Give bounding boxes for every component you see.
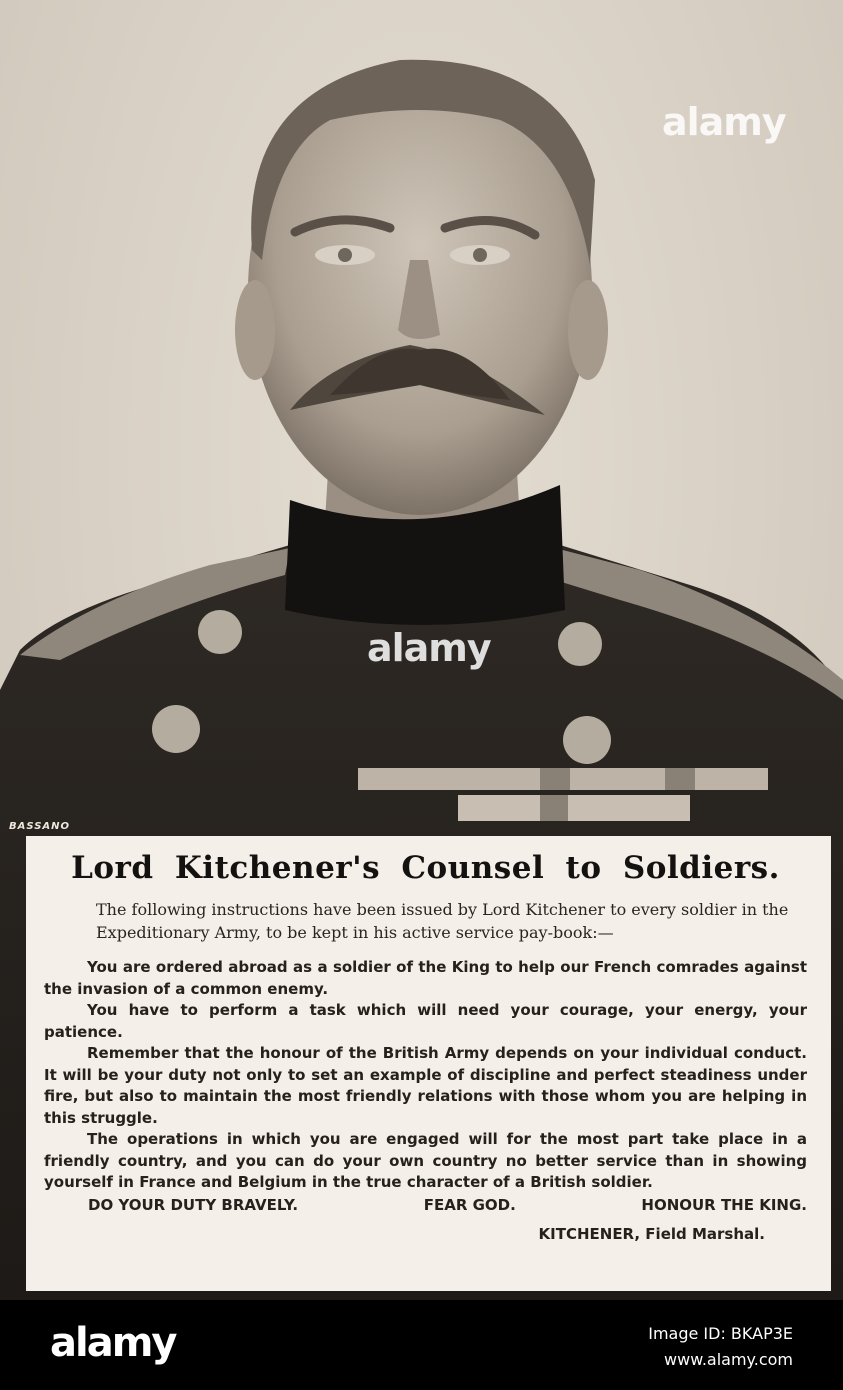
card-paragraph: You have to perform a task which will need your courage, your energy, your patience. xyxy=(44,1001,807,1041)
card-title: Lord Kitchener's Counsel to Soldiers. xyxy=(71,850,780,886)
counsel-card xyxy=(26,836,831,1291)
footer-bar xyxy=(0,1300,843,1390)
card-paragraph: Remember that the honour of the British Army depends on your individual conduct. It will be your duty not only to set an example of discipline and perfect steadiness under fire, but also to maintain the most friendly relations with those whom you are helping in this struggle. xyxy=(44,1044,807,1127)
motto-item: FEAR GOD. xyxy=(423,1195,516,1214)
watermark: alamy xyxy=(662,100,786,144)
card-paragraph: The operations in which you are engaged will for the most part take place in a friendly country, and you can do your own country no better service than in showing yourself in France and Belgium in the true character of a British soldier. xyxy=(44,1130,807,1191)
alamy-logo: alamy xyxy=(50,1320,176,1366)
motto-line xyxy=(44,1196,807,1214)
card-intro: The following instructions have been issued by Lord Kitchener to every soldier in the Expeditionary Army, to be kept in his active service pay-book:— xyxy=(96,900,789,942)
photographer-credit: BASSANO xyxy=(9,821,71,832)
watermark: alamy xyxy=(367,626,491,670)
image-id: Image ID: BKAP3E xyxy=(648,1324,793,1343)
site-url: www.alamy.com xyxy=(664,1350,793,1369)
signature: KITCHENER, Field Marshal. xyxy=(538,1224,765,1243)
motto-item: DO YOUR DUTY BRAVELY. xyxy=(88,1195,299,1214)
card-paragraph: You are ordered abroad as a soldier of the King to help our French comrades against the invasion of a common enemy. xyxy=(44,958,807,998)
motto-item: HONOUR THE KING. xyxy=(641,1195,807,1214)
